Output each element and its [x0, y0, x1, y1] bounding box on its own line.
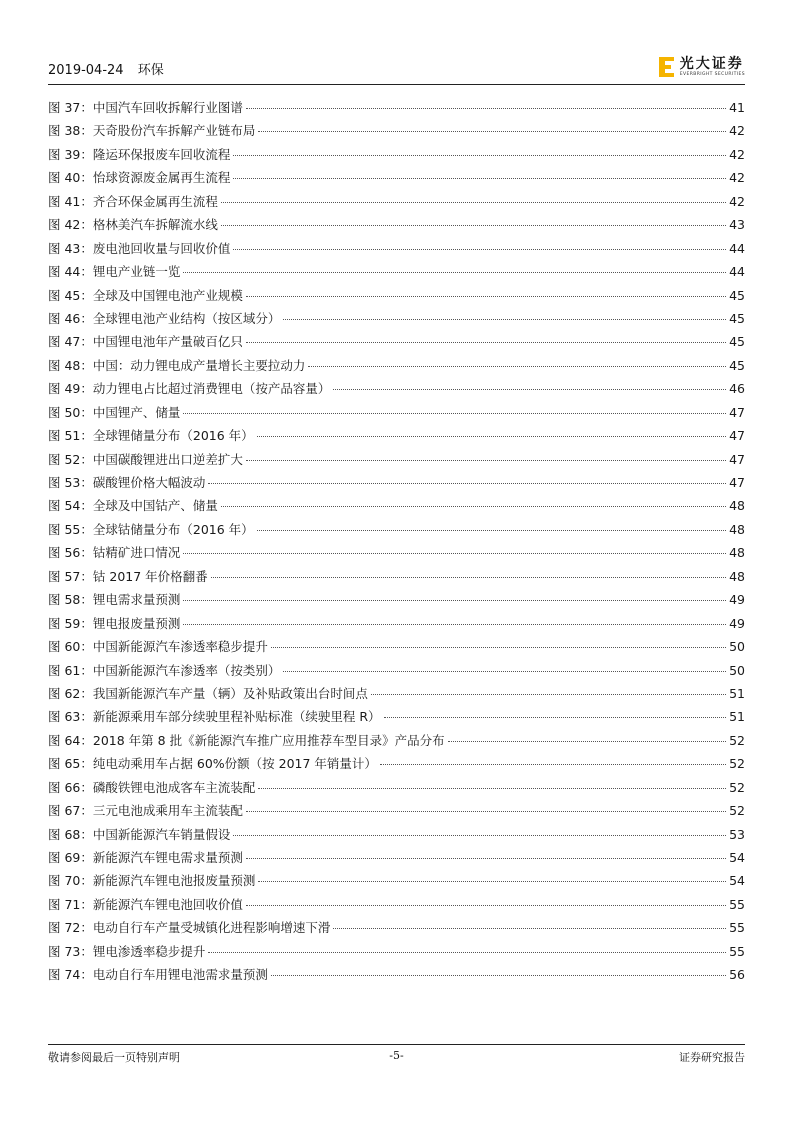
figure-number: 图 44：	[48, 264, 93, 280]
figure-number: 图 51：	[48, 428, 93, 444]
figure-title: 中国新能源汽车销量假设	[92, 826, 231, 842]
figure-number: 图 55：	[48, 521, 93, 537]
figure-title: 齐合环保金属再生流程	[92, 193, 218, 209]
figure-title: 锂电产业链一览	[92, 264, 181, 280]
figure-number: 图 61：	[48, 662, 93, 678]
figure-page-number: 55	[729, 943, 745, 959]
figure-number: 图 67：	[48, 803, 93, 819]
toc-entry[interactable]	[48, 166, 745, 189]
figure-number: 图 49：	[48, 381, 93, 397]
figure-title: 钴 2017 年价格翻番	[92, 568, 208, 584]
dot-leader	[246, 342, 726, 343]
figure-page-number: 49	[729, 592, 745, 608]
figure-title: 我国新能源汽车产量（辆）及补贴政策出台时间点	[92, 685, 368, 701]
toc-entry[interactable]	[48, 940, 745, 963]
toc-entry[interactable]	[48, 823, 745, 846]
figure-page-number: 56	[729, 967, 745, 983]
dot-leader	[258, 788, 726, 789]
dot-leader	[221, 506, 726, 507]
toc-entry[interactable]	[48, 729, 745, 752]
figure-title: 动力锂电占比超过消费锂电（按产品容量）	[92, 381, 331, 397]
figure-page-number: 45	[729, 287, 745, 303]
figure-number: 图 50：	[48, 404, 93, 420]
dot-leader	[257, 530, 726, 531]
dot-leader	[233, 155, 726, 156]
figure-page-number: 55	[729, 920, 745, 936]
figure-page-number: 50	[729, 662, 745, 678]
figure-page-number: 52	[729, 803, 745, 819]
toc-entry[interactable]	[48, 190, 745, 213]
dot-leader	[233, 249, 726, 250]
figure-title: 钴精矿进口情况	[92, 545, 181, 561]
dot-leader	[183, 413, 726, 414]
dot-leader	[221, 202, 726, 203]
figure-page-number: 49	[729, 615, 745, 631]
disclaimer-note: 敬请参阅最后一页特别声明	[48, 1051, 180, 1064]
figure-title: 全球锂储量分布（2016 年）	[92, 428, 254, 444]
figure-title: 三元电池成乘用车主流装配	[92, 803, 243, 819]
figure-page-number: 46	[729, 381, 745, 397]
figure-page-number: 53	[729, 826, 745, 842]
figure-title: 中国新能源汽车渗透率稳步提升	[92, 639, 268, 655]
figure-number: 图 68：	[48, 826, 93, 842]
toc-entry[interactable]	[48, 541, 745, 564]
figure-title: 怡球资源废金属再生流程	[92, 170, 231, 186]
footer-divider	[48, 1044, 745, 1045]
figure-page-number: 48	[729, 545, 745, 561]
figure-title: 中国新能源汽车渗透率（按类别）	[92, 662, 281, 678]
dot-leader	[333, 389, 726, 390]
figure-title: 新能源汽车锂电池报废量预测	[92, 873, 256, 889]
toc-entry[interactable]	[48, 330, 745, 353]
figure-number: 图 74：	[48, 967, 93, 983]
toc-entry[interactable]	[48, 354, 745, 377]
figure-number: 图 64：	[48, 732, 93, 748]
toc-entry[interactable]	[48, 752, 745, 775]
toc-entry[interactable]	[48, 588, 745, 611]
figure-number: 图 46：	[48, 310, 93, 326]
toc-entry[interactable]	[48, 705, 745, 728]
figure-title: 电动自行车产量受城镇化进程影响增速下滑	[92, 920, 331, 936]
figure-title: 纯电动乘用车占据 60%份额（按 2017 年销量计）	[92, 756, 377, 772]
figure-number: 图 40：	[48, 170, 93, 186]
figure-number: 图 65：	[48, 756, 93, 772]
toc-entry[interactable]	[48, 424, 745, 447]
dot-leader	[384, 717, 727, 718]
figure-page-number: 50	[729, 639, 745, 655]
toc-entry[interactable]	[48, 612, 745, 635]
figure-page-number: 42	[729, 123, 745, 139]
dot-leader	[233, 178, 726, 179]
toc-entry[interactable]	[48, 237, 745, 260]
dot-leader	[246, 296, 726, 297]
header-meta	[48, 59, 164, 78]
dot-leader	[271, 975, 726, 976]
figure-title: 碳酸锂价格大幅波动	[92, 475, 206, 490]
dot-leader	[221, 225, 726, 226]
figure-page-number: 48	[729, 568, 745, 584]
figure-title: 废电池回收量与回收价值	[92, 240, 231, 256]
header-divider	[48, 84, 745, 85]
toc-entry[interactable]	[48, 307, 745, 330]
figure-title: 磷酸铁锂电池成客车主流装配	[92, 779, 256, 795]
figure-number: 图 37：	[48, 100, 93, 115]
figure-number: 图 60：	[48, 639, 93, 655]
figure-page-number: 52	[729, 732, 745, 748]
dot-leader	[208, 483, 726, 484]
figure-page-number: 47	[729, 475, 745, 490]
report-category: 环保	[137, 63, 164, 78]
figure-title: 全球锂电池产业结构（按区域分）	[92, 310, 281, 326]
figure-title: 隆运环保报废车回收流程	[92, 146, 231, 162]
toc-entry[interactable]	[48, 119, 745, 142]
figure-number: 图 57：	[48, 568, 93, 584]
figure-title: 新能源汽车锂电池回收价值	[92, 896, 243, 912]
toc-entry[interactable]	[48, 963, 745, 986]
logo-english-name: EVERBRIGHT SECURITIES	[679, 72, 745, 77]
dot-leader	[183, 600, 726, 601]
figure-page-number: 45	[729, 357, 745, 373]
figure-page-number: 42	[729, 193, 745, 209]
figure-page-number: 51	[729, 685, 745, 701]
dot-leader	[371, 694, 726, 695]
figure-number: 图 63：	[48, 709, 93, 725]
figure-title: 中国锂产、储量	[92, 404, 181, 420]
figure-title: 格林美汽车拆解流水线	[92, 217, 218, 233]
figure-number: 图 48：	[48, 357, 93, 373]
figure-number: 图 62：	[48, 685, 93, 701]
dot-leader	[283, 319, 726, 320]
figure-page-number: 55	[729, 896, 745, 912]
figure-title: 全球及中国钴产、储量	[92, 498, 218, 514]
dot-leader	[233, 835, 726, 836]
dot-leader	[246, 108, 726, 109]
dot-leader	[183, 624, 726, 625]
dot-leader	[246, 460, 726, 461]
toc-entry[interactable]	[48, 143, 745, 166]
figure-title: 中国汽车回收拆解行业图谱	[92, 100, 243, 115]
figure-number: 图 52：	[48, 451, 93, 467]
toc-entry[interactable]	[48, 518, 745, 541]
figure-page-number: 44	[729, 240, 745, 256]
figure-title: 中国锂电池年产量破百亿只	[92, 334, 243, 350]
figure-title: 锂电报废量预测	[92, 615, 181, 631]
toc-entry[interactable]	[48, 448, 745, 471]
toc-entry[interactable]	[48, 893, 745, 916]
figure-page-number: 43	[729, 217, 745, 233]
figure-number: 图 56：	[48, 545, 93, 561]
figure-title: 新能源汽车锂电需求量预测	[92, 850, 243, 865]
dot-leader	[246, 905, 726, 906]
figure-title: 电动自行车用锂电池需求量预测	[92, 967, 268, 983]
dot-leader	[271, 647, 726, 648]
figure-title: 中国：动力锂电成产量增长主要拉动力	[92, 357, 306, 373]
figure-title: 锂电需求量预测	[92, 592, 181, 608]
figure-number: 图 53：	[48, 475, 93, 490]
toc-entry[interactable]	[48, 635, 745, 658]
figure-number: 图 73：	[48, 943, 93, 959]
toc-entry[interactable]	[48, 799, 745, 822]
toc-entry[interactable]	[48, 401, 745, 424]
figure-title: 锂电渗透率稳步提升	[92, 943, 206, 959]
dot-leader	[183, 272, 726, 273]
dot-leader	[211, 577, 726, 578]
toc-entry[interactable]	[48, 284, 745, 307]
report-date: 2019-04-24	[48, 63, 124, 78]
figure-number: 图 59：	[48, 615, 93, 631]
figure-number: 图 41：	[48, 193, 93, 209]
figure-title: 新能源乘用车部分续驶里程补贴标准（续驶里程 R）	[92, 709, 381, 725]
report-type: 证券研究报告	[679, 1051, 745, 1064]
figure-page-number: 54	[729, 873, 745, 889]
figure-page-number: 52	[729, 779, 745, 795]
toc-entry[interactable]	[48, 776, 745, 799]
toc-entry[interactable]	[48, 96, 745, 119]
dot-leader	[257, 436, 726, 437]
figure-page-number: 42	[729, 146, 745, 162]
dot-leader	[183, 553, 726, 554]
figure-page-number: 54	[729, 850, 745, 865]
figure-number: 图 47：	[48, 334, 93, 350]
toc-entry[interactable]	[48, 377, 745, 400]
figure-number: 图 42：	[48, 217, 93, 233]
figure-page-number: 47	[729, 451, 745, 467]
dot-leader	[208, 952, 726, 953]
dot-leader	[448, 741, 727, 742]
page-number: -5-	[389, 1049, 404, 1062]
figure-number: 图 69：	[48, 850, 93, 865]
toc-entry[interactable]	[48, 846, 745, 869]
figure-number: 图 38：	[48, 123, 93, 139]
dot-leader	[283, 671, 726, 672]
figure-page-number: 52	[729, 756, 745, 772]
dot-leader	[246, 858, 726, 859]
figure-title: 中国碳酸锂进出口逆差扩大	[92, 451, 243, 467]
dot-leader	[258, 131, 726, 132]
figure-page-number: 45	[729, 310, 745, 326]
toc-entry[interactable]	[48, 494, 745, 517]
dot-leader	[246, 811, 726, 812]
page-header	[48, 52, 745, 82]
everbright-logo-icon	[658, 56, 676, 78]
toc-entry[interactable]	[48, 213, 745, 236]
toc-entry[interactable]	[48, 869, 745, 892]
logo-chinese-name: 光大证券	[679, 56, 744, 72]
figure-page-number: 42	[729, 170, 745, 186]
figure-number: 图 39：	[48, 146, 93, 162]
toc-entry[interactable]	[48, 916, 745, 939]
figure-page-number: 44	[729, 264, 745, 280]
page-footer	[48, 1049, 745, 1067]
figure-title: 天奇股份汽车拆解产业链布局	[92, 123, 256, 139]
figure-page-number: 47	[729, 428, 745, 444]
dot-leader	[380, 764, 726, 765]
figure-number: 图 45：	[48, 287, 93, 303]
figure-title: 2018 年第 8 批《新能源汽车推广应用推荐车型目录》产品分布	[92, 732, 445, 748]
figure-page-number: 41	[729, 100, 745, 115]
figure-list	[48, 96, 745, 987]
toc-entry[interactable]	[48, 659, 745, 682]
figure-number: 图 66：	[48, 779, 93, 795]
figure-number: 图 72：	[48, 920, 93, 936]
figure-page-number: 48	[729, 498, 745, 514]
figure-number: 图 71：	[48, 896, 93, 912]
figure-number: 图 43：	[48, 240, 93, 256]
figure-number: 图 70：	[48, 873, 93, 889]
company-logo	[658, 56, 745, 78]
figure-page-number: 47	[729, 404, 745, 420]
figure-title: 全球及中国锂电池产业规模	[92, 287, 243, 303]
figure-title: 全球钴储量分布（2016 年）	[92, 521, 254, 537]
toc-entry[interactable]	[48, 565, 745, 588]
figure-page-number: 51	[729, 709, 745, 725]
figure-number: 图 54：	[48, 498, 93, 514]
dot-leader	[333, 928, 726, 929]
figure-page-number: 45	[729, 334, 745, 350]
dot-leader	[308, 366, 726, 367]
toc-entry[interactable]	[48, 682, 745, 705]
figure-number: 图 58：	[48, 592, 93, 608]
figure-page-number: 48	[729, 521, 745, 537]
dot-leader	[258, 881, 726, 882]
toc-entry[interactable]	[48, 471, 745, 494]
toc-entry[interactable]	[48, 260, 745, 283]
